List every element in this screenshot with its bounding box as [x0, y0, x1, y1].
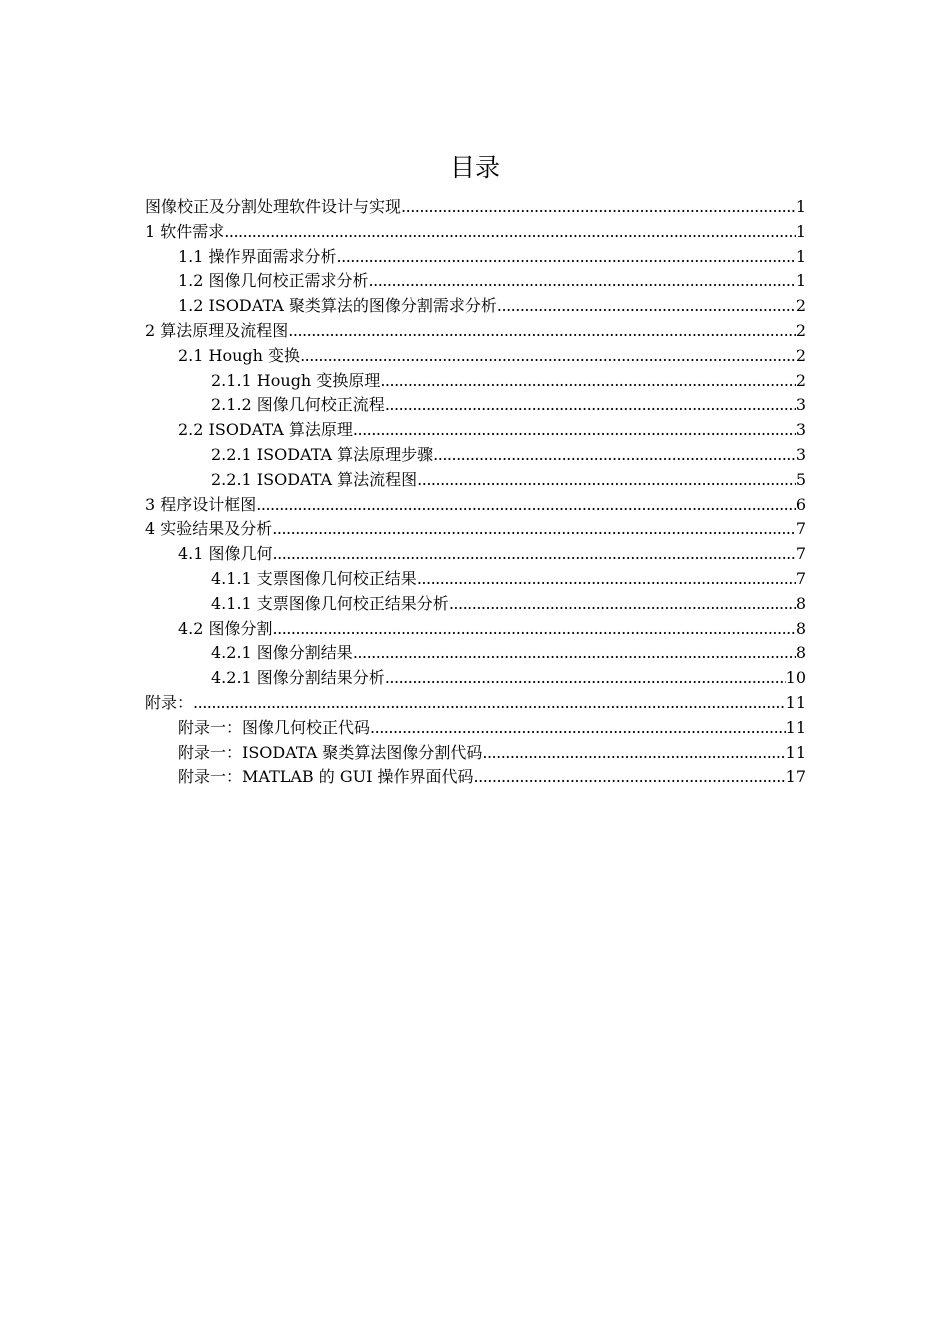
toc-entry-text: 1.1 操作界面需求分析 [178, 246, 337, 266]
toc-entry-text: 附录一：ISODATA 聚类算法图像分割代码 [178, 742, 483, 762]
toc-page-number: 7 [795, 519, 806, 539]
toc-entry[interactable] [145, 517, 806, 542]
toc-entry[interactable] [145, 195, 806, 220]
toc-dot-leader [273, 542, 796, 567]
toc-page-number: 1 [795, 246, 806, 266]
toc-entry[interactable] [145, 294, 806, 319]
toc-dot-leader [497, 294, 796, 319]
toc-entry-text: 4.1.1 支票图像几何校正结果分析 [211, 593, 449, 613]
toc-entry-text: 2 算法原理及流程图 [145, 320, 289, 340]
toc-entry-text: 4 实验结果及分析 [145, 519, 273, 539]
toc-entry-text: 附录一：MATLAB 的 GUI 操作界面代码 [178, 767, 474, 787]
toc-dot-leader [273, 617, 796, 642]
toc-entry[interactable] [145, 418, 806, 443]
toc-dot-leader [369, 269, 796, 294]
toc-list [145, 195, 806, 790]
toc-page-number: 5 [795, 469, 806, 489]
toc-dot-leader [193, 691, 786, 716]
toc-entry[interactable] [145, 765, 806, 790]
toc-page-number: 1 [795, 197, 806, 216]
toc-entry[interactable] [145, 567, 806, 592]
toc-entry-text: 2.1.2 图像几何校正流程 [211, 395, 385, 415]
toc-dot-leader [380, 369, 795, 394]
toc-entry[interactable] [145, 691, 806, 716]
toc-entry[interactable] [145, 369, 806, 394]
toc-entry-text: 2.2 ISODATA 算法原理 [178, 420, 353, 440]
toc-dot-leader [353, 418, 796, 443]
toc-title: 目录 [449, 153, 500, 182]
toc-dot-leader [256, 493, 796, 518]
toc-page-number: 3 [795, 420, 806, 440]
toc-dot-leader [353, 641, 796, 666]
toc-dot-leader [449, 592, 796, 617]
toc-dot-leader [417, 567, 796, 592]
toc-entry-text: 2.2.1 ISODATA 算法原理步骤 [211, 444, 434, 464]
toc-dot-leader [370, 716, 786, 741]
toc-entry-text: 4.1.1 支票图像几何校正结果 [211, 568, 417, 588]
toc-entry-text: 4.1 图像几何 [178, 544, 273, 564]
toc-page-number: 11 [785, 692, 806, 712]
toc-entry-text: 4.2.1 图像分割结果分析 [211, 668, 385, 688]
toc-page-number: 2 [795, 296, 806, 316]
toc-page-number: 17 [785, 767, 806, 787]
toc-entry-text: 附录一：图像几何校正代码 [178, 717, 371, 737]
toc-entry[interactable] [145, 468, 806, 493]
toc-entry[interactable] [145, 641, 806, 666]
toc-entry[interactable] [145, 666, 806, 691]
toc-entry[interactable] [145, 344, 806, 369]
toc-entry[interactable] [145, 443, 806, 468]
toc-dot-leader [417, 468, 796, 493]
toc-page-number: 8 [795, 643, 806, 663]
toc-page-number: 11 [785, 742, 806, 762]
toc-entry[interactable] [145, 716, 806, 741]
toc-entry-text: 4.2 图像分割 [178, 618, 273, 638]
toc-dot-leader [433, 443, 796, 468]
toc-entry-text: 附录： [145, 692, 194, 712]
toc-entry-text: 2.1.1 Hough 变换原理 [211, 370, 381, 390]
toc-entry-text: 2.2.1 ISODATA 算法流程图 [211, 469, 418, 489]
toc-dot-leader [337, 245, 796, 270]
toc-dot-leader [474, 765, 786, 790]
toc-page-number: 3 [795, 395, 806, 415]
toc-entry[interactable] [145, 741, 806, 766]
toc-page-number: 2 [795, 345, 806, 365]
toc-page-number: 2 [795, 370, 806, 390]
toc-page-number: 1 [795, 221, 806, 241]
toc-entry-text: 图像校正及分割处理软件设计与实现 [145, 197, 402, 216]
toc-page-number: 2 [795, 320, 806, 340]
toc-page-number: 10 [785, 668, 806, 688]
toc-dot-leader [224, 220, 796, 245]
toc-page-number: 3 [795, 444, 806, 464]
toc-dot-leader [288, 319, 796, 344]
toc-entry[interactable] [145, 245, 806, 270]
toc-entry-text: 1.2 图像几何校正需求分析 [178, 271, 369, 291]
toc-page-number: 8 [795, 593, 806, 613]
toc-entry[interactable] [145, 592, 806, 617]
toc-page-number: 1 [795, 271, 806, 291]
toc-entry-text: 1.2 ISODATA 聚类算法的图像分割需求分析 [178, 296, 497, 316]
toc-entry-text: 3 程序设计框图 [145, 494, 257, 514]
toc-dot-leader [272, 517, 796, 542]
toc-entry[interactable] [145, 319, 806, 344]
toc-page-number: 11 [785, 717, 806, 737]
toc-entry[interactable] [145, 269, 806, 294]
toc-entry[interactable] [145, 617, 806, 642]
toc-entry[interactable] [145, 220, 806, 245]
toc-page-number: 8 [795, 618, 806, 638]
toc-dot-leader [300, 344, 796, 369]
toc-page-number: 6 [795, 494, 806, 514]
toc-page-number: 7 [795, 568, 806, 588]
toc-entry-text: 1 软件需求 [145, 221, 225, 241]
toc-dot-leader [482, 741, 785, 766]
toc-entry[interactable] [145, 393, 806, 418]
toc-page-number: 7 [795, 544, 806, 564]
toc-dot-leader [385, 393, 796, 418]
toc-entry[interactable] [145, 542, 806, 567]
toc-dot-leader [385, 666, 786, 691]
toc-entry-text: 2.1 Hough 变换 [178, 345, 301, 365]
toc-dot-leader [401, 195, 796, 220]
toc-entry-text: 4.2.1 图像分割结果 [211, 643, 353, 663]
toc-entry[interactable] [145, 493, 806, 518]
